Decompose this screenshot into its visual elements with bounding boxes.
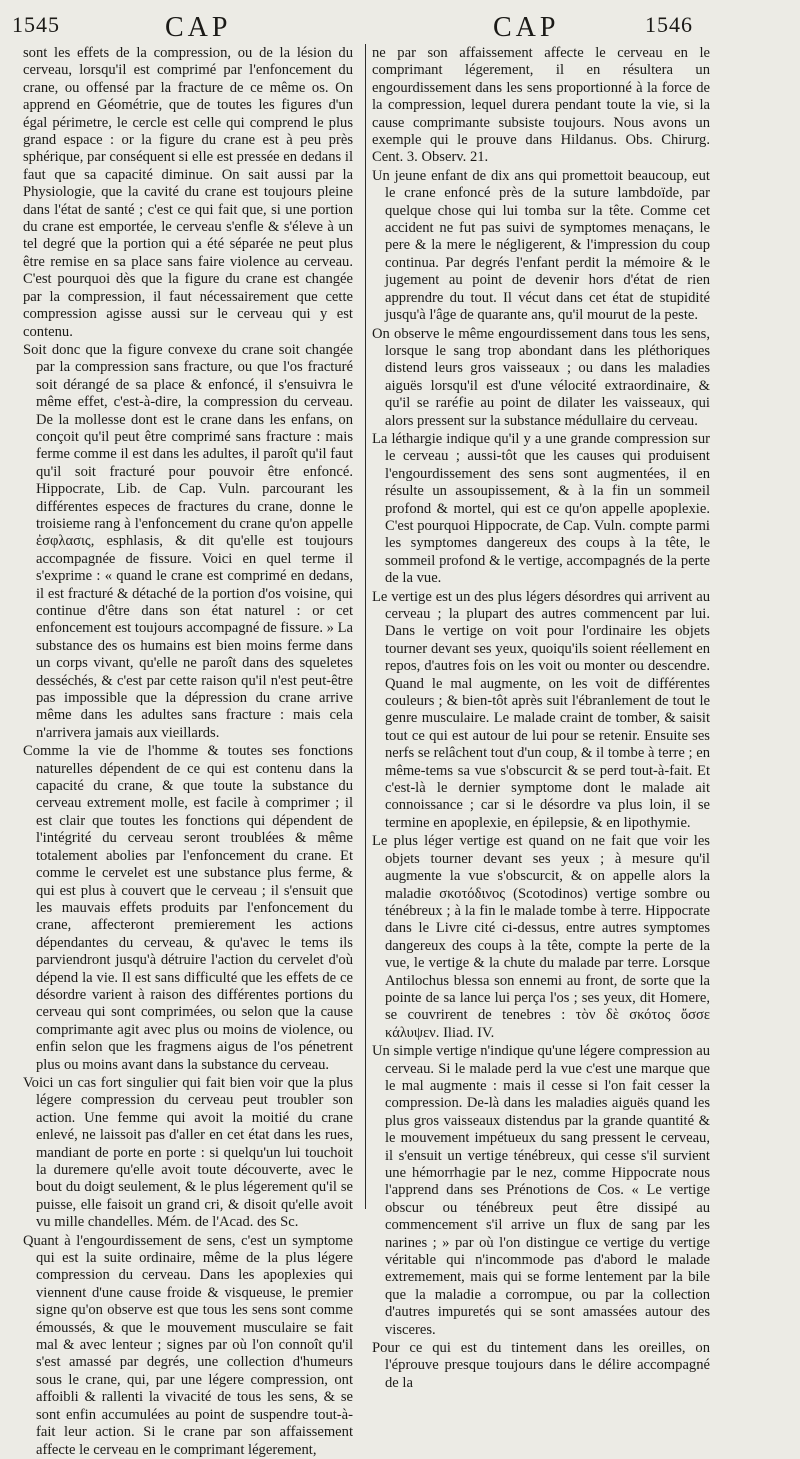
paragraph: Pour ce qui est du tintement dans les oreilles, on l'éprouve presque toujours dans le délire accompagné de la (372, 1340, 710, 1391)
paragraph: On observe le même engourdissement dans tous les sens, lorsque le sang trop abondant dans les pléthoriques distend leurs gros vaisseaux ; ou dans les maladies aiguës lorsqu'il est d'une vélocité extraordinaire, & qu'il se raréfie au point de dilater les vaisseaux, qui alors pressent sur la substance médullaire du cerveau. (372, 325, 710, 429)
headword-left: CAP (165, 12, 232, 43)
left-column (23, 45, 353, 1458)
paragraph: Comme la vie de l'homme & toutes ses fonctions naturelles dépendent de ce qui est contenu dans la capacité du crane, & que toute la substance du cerveau extrement molle, est facile à comprimer ; il est clair que toutes les fonctions qui dépendent de l'intégrité du cerveau seront troublées & même totalement abolies par l'enfoncement du crane. Et comme le cervelet est une substance plus ferme, & qui est plus à couvert que le cerveau ; il s'ensuit que les mauvais effets produits par l'enfoncement du crane, affecteront premierement les actions dépendantes du cerveau, & qu'avec le tems ils parviendront jusqu'à détruire l'action du cervelet d'où dépend la vie. Il est sans difficulté que les effets de ce désordre varient à raison des différentes portions du cerveau qui sont comprimées, ou selon que la cause comprimante agit avec plus ou moins de violence, ou enfin selon que les fragmens aigus de l'os pénetrent plus ou moins avant dans la substance du cerveau. (23, 743, 353, 1073)
column-divider (365, 44, 366, 1209)
headword-right: CAP (493, 12, 560, 43)
page-number-right: 1546 (645, 12, 693, 37)
paragraph: La léthargie indique qu'il y a une grande compression sur le cerveau ; aussi-tôt que les causes qui produisent l'engourdissement des sens sont augmentées, il en résulte un assoupissement, & à la fin un sommeil profond & mortel, qui est ce qu'on appelle apoplexie. C'est pourquoi Hippocrate, de Cap. Vuln. compte parmi les symptomes dangereux des coups à la tête, le sommeil profond & le vertige, accompagnés de la perte de la vue. (372, 430, 710, 587)
right-column (372, 45, 710, 1391)
paragraph: Soit donc que la figure convexe du crane soit changée par la compression sans fracture, ou que l'os fracturé soit dérangé de sa place & enfoncé, il s'ensuivra le même effet, c'est-à-dire, la compression du cerveau. De la mollesse dont est le crane dans les enfans, on conçoit qu'il peut être comprimé sans fracture : mais ferme comme il est dans les adultes, il paroît qu'il faut qu'il soit fracturé pour pouvoir être enfoncé. Hippocrate, Lib. de Cap. Vuln. parcourant les différentes especes de fractures du crane, donne le troisieme rang à l'enfoncement du crane qu'on appelle ἐσφλασις, esphlasis, & dit qu'elle est toujours accompagnée de fissure. Voici en quel terme il s'exprime : « quand le crane est comprimé en dedans, il est fracturé & détaché de la portion d'os voisine, qui continue d'être dans son état naturel : or cet enfoncement est toujours accompagné de fissure. » La substance des os humains est bien moins ferme dans un corps vivant, qu'elle ne paroît dans des squeletes desséchés, & c'est par cette raison qu'il n'est peut-être pas impossible que la dépression du crane arrive même dans les adultes sans fracture : mais cela n'arrivera jamais aux vieillards. (23, 341, 353, 741)
running-header (0, 12, 800, 48)
page-number-left: 1545 (12, 12, 60, 37)
paragraph: ne par son affaissement affecte le cerveau en le comprimant légerement, il en résultera un engourdissement dans les sens proportionné à la force de la compression, lequel durera pendant toute la vie, si la cause comprimante subsiste toujours. Nous avons un exemple qui le prouve dans Hildanus. Obs. Chirurg. Cent. 3. Observ. 21. (372, 45, 710, 166)
paragraph: Voici un cas fort singulier qui fait bien voir que la plus légere compression du cerveau peut troubler son action. Une femme qui avoit la moitié du crane enlevé, ne laissoit pas d'aller en cet état dans les rues, mandiant de porte en porte : si quelqu'un lui touchoit la duremere qu'elle avoit toute découverte, avec le bout du doigt seulement, & le plus légerement qu'il se puisse, elle faisoit un grand cri, & disoit qu'elle avoit vu mille chandelles. Mém. de l'Acad. des Sc. (23, 1074, 353, 1231)
paragraph: Le plus léger vertige est quand on ne fait que voir les objets tourner devant ses yeux ; à mesure qu'il augmente la vue s'obscurcit, & on appelle alors la maladie σκοτόδινος (Scotodinos) vertige sombre ou ténébreux ; à la fin le malade tombe à terre. Hippocrate dans le Livre cité ci-dessus, entre autres symptomes dangereux des coups à la tête, compte la perte de la vue, le vertige & la chute du malade par terre. Lorsque Antilochus blessa son ennemi au front, de sorte que la pointe de sa lance lui perça l'os ; ses yeux, dit Homere, se couvrirent de tenebres : τὸν δὲ σκότος ὄσσε κάλυψεν. Iliad. IV. (372, 833, 710, 1041)
paragraph: Le vertige est un des plus légers désordres qui arrivent au cerveau ; la plupart des autres commencent par lui. Dans le vertige on voit pour l'ordinaire les objets tourner devant ses yeux, quoiqu'ils soient réellement en repos, d'autres fois on les voit ou monter ou descendre. Quand le mal augmente, on les voit de différentes couleurs ; & bien-tôt après suit l'ébranlement de tout le genre musculaire. Le malade craint de tomber, & saisit tout ce qui est autour de lui pour se retenir. Ensuite ses nerfs se relâchent tout d'un coup, & il tombe à terre ; en même-tems sa vue s'obscurcit & se perd tout-à-fait. Et c'est-là le dernier symptome dont le malade ait connoissance ; car si le désordre va plus loin, il se termine en apoplexie, en épilepsie, & en lipothymie. (372, 588, 710, 831)
paragraph: sont les effets de la compression, ou de la lésion du cerveau, lorsqu'il est comprimé par l'enfoncement du crane, ou offensé par la fracture de ce même os. On apprend en Géométrie, que de toutes les figures d'un égal périmetre, le cercle est celle qui comprend le plus grand espace : or la figure du crane est à peu près sphérique, par conséquent si elle est pressée en dedans il faut que sa capacité diminue. On sait aussi par la Physiologie, que la cavité du crane est toujours pleine dans l'état de santé ; c'est ce qui fait que, si une portion du crane est emportée, le cerveau s'enfle & s'éleve à un tel degré que la portion qui a été séparée ne peut plus être remise en sa place sans faire violence au cerveau. C'est pourquoi dès que la figure du crane est changée par la compression, il faut nécessairement que cette compression agisse aussi sur le cerveau qui y est contenu. (23, 45, 353, 340)
paragraph: Un jeune enfant de dix ans qui promettoit beaucoup, eut le crane enfoncé près de la suture lambdoïde, par quelque chose qui lui tomba sur la tête. Comme cet accident ne fut pas suivi de symptomes menaçans, le pere & la mere le négligerent, & l'impression du coup continua. Par degrés l'enfant perdit la mémoire & le jugement au point de devenir hors d'état de rien apprendre du tout. Il vécut dans cet état de stupidité jusqu'à l'âge de quarante ans, qu'il mourut de la peste. (372, 167, 710, 324)
paragraph: Quant à l'engourdissement de sens, c'est un symptome qui est la suite ordinaire, même de la plus légere compression du cerveau. Dans les apoplexies qui viennent d'une cause froide & visqueuse, le premier signe qu'on observe est que tous les sens sont comme émoussés, & que le mouvement musculaire se fait mal & avec lenteur ; signes par où l'on connoît qu'il s'est amassé par degrés, une collection d'humeurs sous le crane, qui, par une légere compression, ont affoibli & rallenti la vivacité de tous les sens, & se sont enfin accumulées au point de suspendre tout-à-fait leur action. Si le crane par son affaissement affecte le cerveau en le comprimant légerement, (23, 1232, 353, 1458)
paragraph: Un simple vertige n'indique qu'une légere compression au cerveau. Si le malade perd la vue c'est une marque que le mal augmente : mais il cesse si l'on fait cesser la compression. De-là dans les maladies aiguës quand les plus gros vaisseaux distendus par la grande quantité & le mouvement impétueux du sang pressent le cerveau, il s'ensuit un vertige ténébreux, qui cesse s'il survient une hémorrhagie par le nez, comme Hippocrate nous l'apprend dans ses Prénotions de Cos. « Le vertige obscur ou ténébreux peut être dissipé au commencement s'il arrive un flux de sang par les narines ; » par où l'on distingue ce vertige du vertige véritable qui n'incommode pas d'abord le malade extremement, mais qui se forme lentement par la bile que la maladie a corrompue, ou par la collection d'autres impuretés qui se sont amassées autour des visceres. (372, 1043, 710, 1338)
